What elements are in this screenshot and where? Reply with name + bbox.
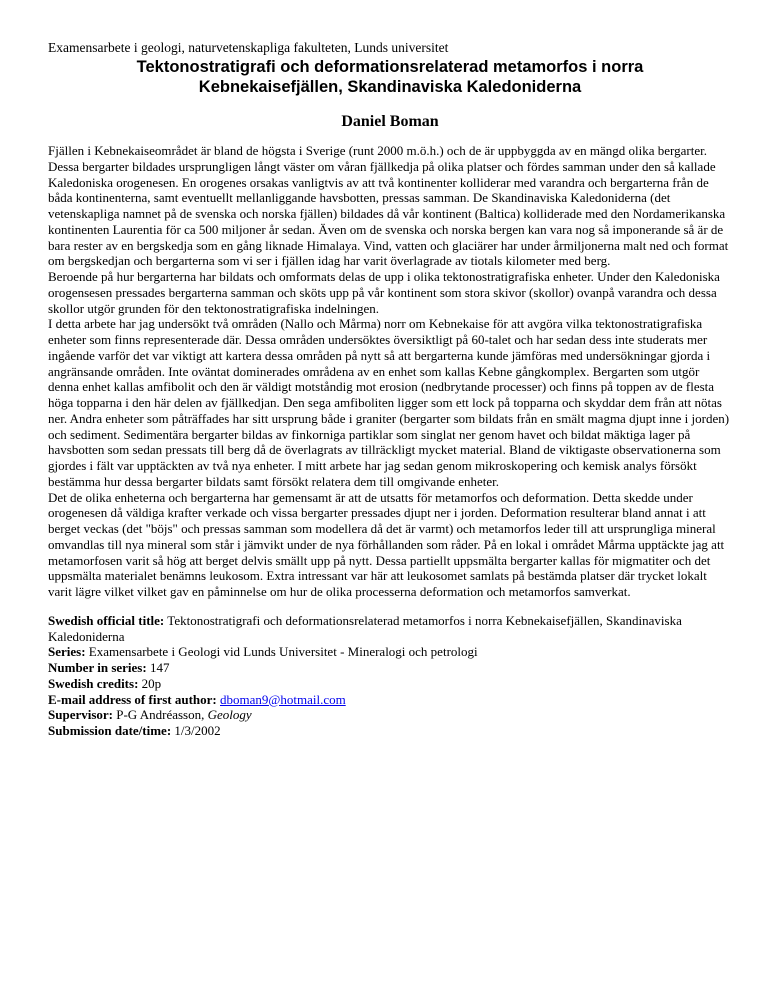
thesis-title bbox=[48, 57, 732, 97]
thesis-title-line-2: Kebnekaisefjällen, Skandinaviska Kaledoniderna bbox=[198, 78, 582, 96]
email-link[interactable]: dboman9@hotmail.com bbox=[220, 691, 346, 707]
supervisor-department: Geology bbox=[207, 707, 252, 723]
submission-date-row bbox=[48, 723, 732, 739]
metadata-block bbox=[48, 613, 732, 739]
number-in-series-label: Number in series: bbox=[48, 660, 147, 675]
supervisor-name: P-G Andréasson, bbox=[113, 707, 208, 723]
supervisor-row bbox=[48, 707, 732, 723]
credits-row bbox=[48, 676, 732, 692]
series-value: Examensarbete i Geologi vid Lunds Universitet - Mineralogi och petrologi bbox=[85, 644, 478, 660]
credits-value: 20p bbox=[138, 675, 162, 691]
email-row bbox=[48, 692, 732, 708]
author-name: Daniel Boman bbox=[341, 113, 439, 130]
swedish-title-row bbox=[48, 613, 732, 645]
number-in-series-value: 147 bbox=[146, 660, 170, 675]
document-page bbox=[48, 40, 732, 739]
thesis-title-line-1: Tektonostratigrafi och deformationsrelaterad metamorfos i norra bbox=[136, 58, 644, 76]
abstract-paragraph-3: I detta arbete har jag undersökt två områden (Nallo och Mårma) norr om Kebnekaise för att avgöra vilka tektonostratigrafiska enheter som finns representerade där. Dessa områden undersöktes översiktligt på 60-talet och har sedan dess inte studerats mer ingående varför det var viktigt att kartera dessa områden på nytt så att bergarterna kunde jämföras med undersökningar gjorda i angränsande områden. Inte oväntat dominerades områdena av en enhet som kallas Kebne gångkomplex. Bergarten som utgör denna enhet kallas amfibolit och den är väldigt motståndig mot erosion (nedbrytande processer) och finns på toppen av de flesta höga topparna i den här delen av fjällkedjan. Den sega amfiboliten ligger som ett lock på topparna och skyddar dem från att nötas ner. Andra enheter som påträffades har sitt ursprung både i graniter (bergarter som bildats från en smält magma djupt inne i jorden) och sediment. Sedimentära bergarter bildas av finkorniga partiklar som singlat ner genom havet och bildat mäktiga lager på havsbotten som sedan pressats till berg då de överlagrats av tillräckligt mycket material. Bland de viktigaste observationerna som gjordes i fält var upptäckten av två nya enheter. I mitt arbete har jag sedan genom mikroskopering och kemisk analys försökt bestämma hur dessa bergarter bildats samt försökt relatera dem till omgivande enheter. bbox=[48, 316, 730, 489]
faculty-header: Examensarbete i geologi, naturvetenskapliga fakulteten, Lunds universitet bbox=[48, 40, 449, 55]
abstract-paragraph-4: Det de olika enheterna och bergarterna har gemensamt är att de utsatts för metamorfos och deformation. Detta skedde under orogenesen då väldiga krafter verkade och vissa bergarter pressades djupt ner i jorden. Deformation resulterar bland annat i att berget veckas (det "böjs" och pressas samman som modellera då det är varmt) och metamorfos leder till att ursprungliga mineral omvandlas till nya mineral som står i jämvikt under de nya förhållanden som råder. På en lokal i området Mårma upptäckte jag att metamorfosen varit så hög att berget delvis smällt upp på nytt. Dessa partiellt uppsmälta bergarter kallas för migmatiter och det uppsmälta materialet benämns leukosom. Extra intressant var här att leukosomet samlats på bestämda platser där trycket lokalt varit lägre vilket vilket gav en påminnelse om hur de olika processerna deformation och metamorfos samverkat. bbox=[48, 489, 725, 599]
number-in-series-row bbox=[48, 660, 732, 676]
series-row bbox=[48, 644, 732, 660]
abstract-paragraph-1: Fjällen i Kebnekaiseområdet är bland de högsta i Sverige (runt 2000 m.ö.h.) och de är uppbyggda av en mängd olika bergarter. Dessa bergarter bildades ursprungligen långt väster om våran fjällkedja på olika platser och fördes samman under den så kallade Kaledoniska orogenesen. En orogenes orsakas vanligtvis av att två kontinenter kolliderar med varandra och bergarterna från de båda kontinenterna, samt eventuellt mellanliggande havsbotten, pressas samman. De Skandinaviska Kaledoniderna (det vetenskapliga namnet på de svenska och norska fjällen) bildades då vår kontinent (Baltica) kolliderade med den Nordamerikanska kontinenten Laurentia för ca 500 miljoner år sedan. Även om de svenska och norska bergen kan vara nog så imponerande så är de bara rester av en bergskedja som en gång liknade Himalaya. Vind, vatten och glaciärer har under årmiljonerna malt ned och format om bergskedjan och bergarterna som vi ser i fjällen idag har varit överlagrade av tiotals kilometer med berg. bbox=[48, 143, 729, 269]
submission-date-value: 1/3/2002 bbox=[171, 723, 221, 738]
abstract-paragraph-2: Beroende på hur bergarterna har bildats och omformats delas de upp i olika tektonostratigrafiska enheter. Under den Kaledoniska orogensesen pressades bergarterna samman och sköts upp på vår kontinent som stora skivor (skollor) ovanpå varandra och dessa skollor utgör grunden för den tektonostratigrafiska indelningen. bbox=[48, 269, 720, 316]
series-label: Series: bbox=[48, 644, 86, 660]
supervisor-label: Supervisor: bbox=[48, 707, 113, 723]
abstract bbox=[48, 143, 732, 600]
submission-date-label: Submission date/time: bbox=[48, 723, 172, 738]
swedish-title-label: Swedish official title: bbox=[48, 612, 165, 628]
credits-label: Swedish credits: bbox=[48, 675, 139, 691]
swedish-title-value: Tektonostratigrafi och deformationsrelaterad metamorfos i norra Kebnekaisefjällen, Skandinaviska Kaledoniderna bbox=[48, 612, 682, 644]
email-label: E-mail address of first author: bbox=[48, 691, 217, 707]
